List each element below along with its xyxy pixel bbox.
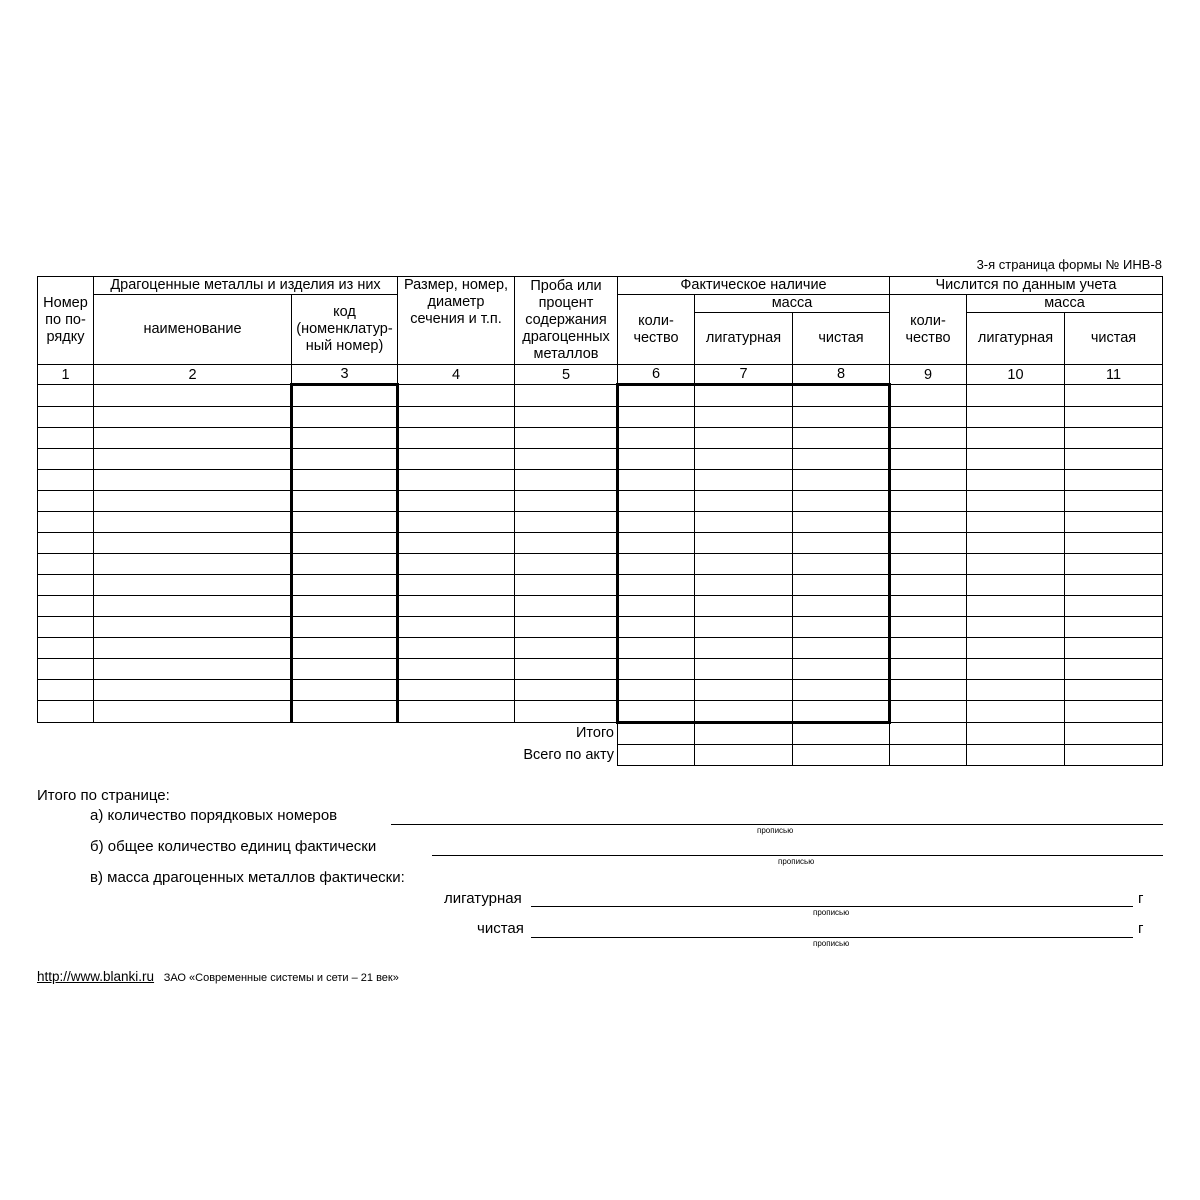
header-code: код (номенклатур- ный номер) [292, 295, 398, 365]
table-cell[interactable] [398, 407, 515, 428]
table-cell[interactable] [515, 617, 618, 638]
table-cell[interactable] [515, 596, 618, 617]
table-cell[interactable] [94, 407, 292, 428]
table-cell[interactable] [515, 491, 618, 512]
table-cell[interactable] [1065, 385, 1163, 407]
data-rows [38, 385, 1163, 723]
table-cell[interactable] [695, 659, 793, 680]
table-cell[interactable] [793, 575, 890, 596]
table-cell[interactable] [1065, 659, 1163, 680]
table-cell[interactable] [793, 385, 890, 407]
table-cell[interactable] [94, 385, 292, 407]
table-cell[interactable] [618, 407, 695, 428]
table-cell[interactable] [515, 638, 618, 659]
table-cell[interactable] [398, 617, 515, 638]
table-cell[interactable] [1065, 491, 1163, 512]
table-cell[interactable] [793, 512, 890, 533]
table-cell[interactable] [695, 617, 793, 638]
table-cell[interactable] [398, 491, 515, 512]
act-total-cell[interactable] [695, 745, 793, 766]
table-cell[interactable] [292, 470, 398, 491]
table-cell[interactable] [94, 680, 292, 701]
table-cell[interactable] [292, 533, 398, 554]
header-actual-qty: коли- чество [618, 295, 695, 365]
table-cell[interactable] [1065, 512, 1163, 533]
table-cell[interactable] [967, 659, 1065, 680]
header-book-pure: чистая [1065, 313, 1163, 365]
table-cell[interactable] [515, 449, 618, 470]
total-label: Итого [576, 725, 614, 742]
total-row [38, 723, 1163, 745]
table-cell[interactable] [38, 428, 94, 449]
table-cell[interactable] [695, 533, 793, 554]
table-cell[interactable] [618, 659, 695, 680]
table-cell[interactable] [1065, 680, 1163, 701]
header-book-qty: коли- чество [890, 295, 967, 365]
table-cell[interactable] [515, 659, 618, 680]
footer-url-link[interactable]: http://www.blanki.ru [37, 969, 155, 984]
table-row [38, 659, 1163, 680]
total-cell[interactable] [618, 723, 695, 745]
table-cell[interactable] [890, 512, 967, 533]
act-total-cell[interactable] [1065, 745, 1163, 766]
header-metals: Драгоценные металлы и изделия из них [94, 277, 398, 295]
table-cell[interactable] [1065, 470, 1163, 491]
table-cell[interactable] [618, 596, 695, 617]
table-cell[interactable] [618, 533, 695, 554]
table-cell[interactable] [618, 701, 695, 723]
table-cell[interactable] [398, 554, 515, 575]
table-cell[interactable] [38, 596, 94, 617]
table-cell[interactable] [793, 701, 890, 723]
table-cell[interactable] [94, 617, 292, 638]
col-number: 11 [1065, 365, 1163, 385]
table-cell[interactable] [1065, 449, 1163, 470]
table-row [38, 449, 1163, 470]
page-total-title: Итого по странице: [37, 787, 170, 804]
table-cell[interactable] [38, 659, 94, 680]
table-cell[interactable] [793, 617, 890, 638]
table-cell[interactable] [695, 385, 793, 407]
table-cell[interactable] [398, 701, 515, 723]
table-row [38, 491, 1163, 512]
table-cell[interactable] [793, 533, 890, 554]
table-cell[interactable] [695, 575, 793, 596]
table-cell[interactable] [695, 449, 793, 470]
ligature-field[interactable] [531, 906, 1133, 907]
hint-b: прописью [778, 857, 815, 866]
table-cell[interactable] [94, 575, 292, 596]
pure-field[interactable] [531, 937, 1133, 938]
table-cell[interactable] [695, 638, 793, 659]
table-cell[interactable] [967, 554, 1065, 575]
page-total-c-label: в) масса драгоценных металлов фактически: [90, 869, 405, 886]
header-book-ligature: лигатурная [967, 313, 1065, 365]
table-cell[interactable] [38, 533, 94, 554]
table-cell[interactable] [292, 428, 398, 449]
act-total-label: Всего по акту [523, 746, 614, 763]
table-cell[interactable] [890, 385, 967, 407]
hint-pure: прописью [813, 939, 850, 948]
table-row [38, 617, 1163, 638]
table-cell[interactable] [1065, 554, 1163, 575]
table-cell[interactable] [695, 428, 793, 449]
table-cell[interactable] [398, 385, 515, 407]
col-number: 4 [398, 365, 515, 385]
col-number: 1 [38, 365, 94, 385]
table-cell[interactable] [618, 491, 695, 512]
table-cell[interactable] [1065, 428, 1163, 449]
table-cell[interactable] [515, 470, 618, 491]
table-cell[interactable] [292, 701, 398, 723]
act-total-cell[interactable] [967, 745, 1065, 766]
table-cell[interactable] [1065, 596, 1163, 617]
hint-ligature: прописью [813, 908, 850, 917]
table-cell[interactable] [695, 512, 793, 533]
table-cell[interactable] [1065, 701, 1163, 723]
pure-label: чистая [477, 920, 524, 937]
table-cell[interactable] [94, 554, 292, 575]
table-cell[interactable] [515, 575, 618, 596]
pure-unit: г [1138, 920, 1144, 937]
header-book: Числится по данным учета [890, 277, 1163, 295]
col-number: 9 [890, 365, 967, 385]
table-cell[interactable] [618, 554, 695, 575]
ligature-unit: г [1138, 890, 1144, 907]
table-cell[interactable] [515, 554, 618, 575]
table-cell[interactable] [38, 385, 94, 407]
table-cell[interactable] [1065, 617, 1163, 638]
table-cell[interactable] [618, 512, 695, 533]
table-cell[interactable] [793, 407, 890, 428]
table-row [38, 701, 1163, 723]
table-cell[interactable] [890, 659, 967, 680]
table-cell[interactable] [890, 575, 967, 596]
table-row [38, 470, 1163, 491]
table-row [38, 428, 1163, 449]
table-cell[interactable] [398, 638, 515, 659]
table-row [38, 407, 1163, 428]
table-cell[interactable] [793, 596, 890, 617]
table-row [38, 512, 1163, 533]
table-cell[interactable] [890, 617, 967, 638]
table-cell[interactable] [292, 554, 398, 575]
table-cell[interactable] [398, 596, 515, 617]
table-cell[interactable] [292, 659, 398, 680]
col-number: 7 [695, 365, 793, 385]
table-cell[interactable] [94, 596, 292, 617]
table-cell[interactable] [94, 449, 292, 470]
table-cell[interactable] [38, 680, 94, 701]
table-cell[interactable] [292, 596, 398, 617]
col-number: 5 [515, 365, 618, 385]
act-total-cell[interactable] [618, 745, 695, 766]
table-cell[interactable] [1065, 638, 1163, 659]
table-cell[interactable] [618, 385, 695, 407]
table-cell[interactable] [793, 428, 890, 449]
table-cell[interactable] [967, 428, 1065, 449]
table-row [38, 385, 1163, 407]
table-cell[interactable] [38, 701, 94, 723]
total-cell[interactable] [890, 723, 967, 745]
col-number: 2 [94, 365, 292, 385]
table-cell[interactable] [292, 575, 398, 596]
table-cell[interactable] [890, 449, 967, 470]
table-cell[interactable] [967, 617, 1065, 638]
table-cell[interactable] [967, 575, 1065, 596]
table-cell[interactable] [515, 385, 618, 407]
table-row [38, 533, 1163, 554]
table-cell[interactable] [890, 701, 967, 723]
table-cell[interactable] [292, 512, 398, 533]
act-total-cell[interactable] [793, 745, 890, 766]
table-cell[interactable] [1065, 533, 1163, 554]
table-cell[interactable] [515, 701, 618, 723]
table-cell[interactable] [292, 449, 398, 470]
header-actual-ligature: лигатурная [695, 313, 793, 365]
total-cell[interactable] [793, 723, 890, 745]
act-total-row [38, 745, 1163, 766]
table-cell[interactable] [398, 680, 515, 701]
table-cell[interactable] [38, 575, 94, 596]
table-cell[interactable] [793, 680, 890, 701]
header-row-1 [38, 277, 1163, 295]
table-row [38, 596, 1163, 617]
total-cell[interactable] [1065, 723, 1163, 745]
table-cell[interactable] [967, 385, 1065, 407]
table-cell[interactable] [967, 701, 1065, 723]
table-cell[interactable] [94, 428, 292, 449]
page-total-a-label: а) количество порядковых номеров [90, 807, 338, 824]
table-cell[interactable] [38, 554, 94, 575]
table-cell[interactable] [967, 638, 1065, 659]
table-cell[interactable] [1065, 407, 1163, 428]
col-number: 8 [793, 365, 890, 385]
table-cell[interactable] [695, 596, 793, 617]
hint-a: прописью [757, 826, 794, 835]
header-name: наименование [94, 295, 292, 365]
table-cell[interactable] [398, 428, 515, 449]
inventory-table [37, 276, 1163, 766]
header-num: Номер по по- рядку [38, 277, 94, 365]
table-cell[interactable] [515, 512, 618, 533]
table-cell[interactable] [292, 491, 398, 512]
table-cell[interactable] [94, 659, 292, 680]
table-cell[interactable] [695, 554, 793, 575]
table-row [38, 575, 1163, 596]
table-cell[interactable] [515, 428, 618, 449]
table-cell[interactable] [695, 680, 793, 701]
col-number: 6 [618, 365, 695, 385]
table-cell[interactable] [793, 470, 890, 491]
table-cell[interactable] [94, 701, 292, 723]
table-cell[interactable] [793, 449, 890, 470]
table-cell[interactable] [292, 638, 398, 659]
total-cell[interactable] [967, 723, 1065, 745]
page-total-b-label: б) общее количество единиц фактически [90, 838, 377, 855]
table-cell[interactable] [398, 449, 515, 470]
table-cell[interactable] [793, 554, 890, 575]
table-cell[interactable] [890, 638, 967, 659]
table-cell[interactable] [618, 449, 695, 470]
table-cell[interactable] [695, 407, 793, 428]
col-number: 3 [292, 365, 398, 385]
table-cell[interactable] [967, 449, 1065, 470]
table-cell[interactable] [94, 470, 292, 491]
table-cell[interactable] [292, 680, 398, 701]
table-cell[interactable] [618, 680, 695, 701]
table-cell[interactable] [695, 701, 793, 723]
table-cell[interactable] [38, 491, 94, 512]
footer-org: ЗАО «Современные системы и сети – 21 век» [163, 972, 399, 984]
table-cell[interactable] [515, 407, 618, 428]
ligature-label: лигатурная [444, 890, 522, 907]
footer [37, 969, 399, 984]
table-cell[interactable] [515, 680, 618, 701]
table-cell[interactable] [398, 512, 515, 533]
table-cell[interactable] [967, 491, 1065, 512]
header-actual: Фактическое наличие [618, 277, 890, 295]
table-cell[interactable] [967, 680, 1065, 701]
table-cell[interactable] [890, 680, 967, 701]
table-cell[interactable] [94, 512, 292, 533]
table-cell[interactable] [94, 638, 292, 659]
table-cell[interactable] [793, 491, 890, 512]
table-cell[interactable] [793, 638, 890, 659]
table-cell[interactable] [890, 554, 967, 575]
header-assay: Проба или процент содержания драгоценных металлов [515, 277, 618, 365]
header-book-mass: масса [967, 295, 1163, 313]
column-numbers-row [38, 365, 1163, 385]
table-cell[interactable] [292, 617, 398, 638]
table-cell[interactable] [515, 533, 618, 554]
table-cell[interactable] [967, 407, 1065, 428]
col-number: 10 [967, 365, 1065, 385]
table-cell[interactable] [890, 407, 967, 428]
table-cell[interactable] [793, 659, 890, 680]
table-cell[interactable] [890, 470, 967, 491]
header-size: Размер, номер, диаметр сечения и т.п. [398, 277, 515, 365]
table-cell[interactable] [292, 407, 398, 428]
table-cell[interactable] [967, 533, 1065, 554]
table-cell[interactable] [38, 449, 94, 470]
table-cell[interactable] [38, 638, 94, 659]
table-cell[interactable] [890, 491, 967, 512]
table-cell[interactable] [1065, 575, 1163, 596]
table-cell[interactable] [890, 596, 967, 617]
table-cell[interactable] [292, 385, 398, 407]
table-cell[interactable] [695, 491, 793, 512]
table-cell[interactable] [890, 428, 967, 449]
table-cell[interactable] [38, 407, 94, 428]
table-cell[interactable] [967, 512, 1065, 533]
table-cell[interactable] [967, 470, 1065, 491]
table-cell[interactable] [94, 533, 292, 554]
table-cell[interactable] [38, 617, 94, 638]
act-total-cell[interactable] [890, 745, 967, 766]
table-cell[interactable] [890, 533, 967, 554]
table-cell[interactable] [94, 491, 292, 512]
table-cell[interactable] [618, 617, 695, 638]
total-cell[interactable] [695, 723, 793, 745]
table-cell[interactable] [618, 638, 695, 659]
page-total-a-field[interactable] [391, 824, 1163, 825]
page-total-b-field[interactable] [432, 855, 1163, 856]
table-row [38, 638, 1163, 659]
header-actual-pure: чистая [793, 313, 890, 365]
table-cell[interactable] [618, 428, 695, 449]
table-cell[interactable] [618, 575, 695, 596]
table-cell[interactable] [398, 470, 515, 491]
table-cell[interactable] [695, 470, 793, 491]
table-row [38, 680, 1163, 701]
table-cell[interactable] [618, 470, 695, 491]
form-page-caption: 3-я страница формы № ИНВ-8 [976, 257, 1162, 272]
table-cell[interactable] [398, 533, 515, 554]
table-cell[interactable] [398, 659, 515, 680]
table-cell[interactable] [398, 575, 515, 596]
table-cell[interactable] [38, 470, 94, 491]
table-cell[interactable] [38, 512, 94, 533]
table-cell[interactable] [967, 596, 1065, 617]
table-row [38, 554, 1163, 575]
header-actual-mass: масса [695, 295, 890, 313]
